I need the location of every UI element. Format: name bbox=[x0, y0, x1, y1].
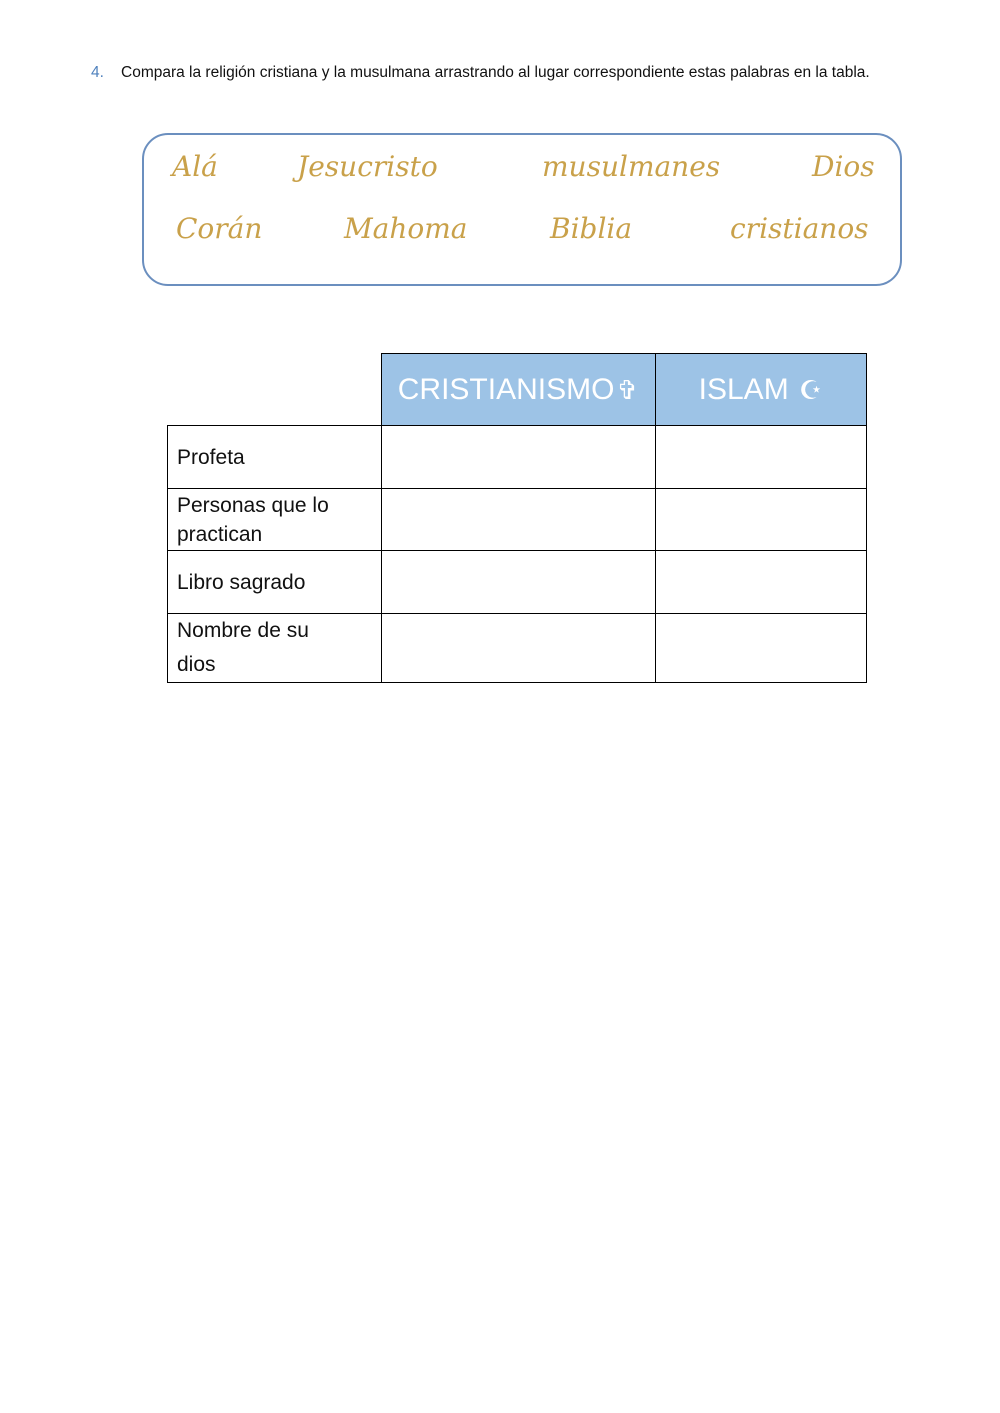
word-bank bbox=[142, 133, 902, 286]
row-label-personas-text: Personas que lo practican bbox=[177, 493, 329, 546]
question-text: Compara la religión cristiana y la musulmana arrastrando al lugar correspondiente estas palabras en la tabla. bbox=[121, 64, 870, 81]
draggable-word-jesucristo[interactable]: Jesucristo bbox=[297, 150, 438, 183]
header-islam bbox=[655, 354, 866, 426]
table-row bbox=[168, 426, 867, 489]
drop-cell-cristianismo-nombre[interactable] bbox=[381, 614, 655, 683]
crescent-star-icon: ☪ bbox=[799, 375, 823, 406]
header-cristianismo bbox=[381, 354, 655, 426]
drop-cell-islam-personas[interactable] bbox=[655, 489, 866, 551]
question bbox=[91, 60, 941, 86]
drop-cell-islam-libro[interactable] bbox=[655, 551, 866, 614]
header-islam-label: ISLAM bbox=[698, 372, 789, 406]
row-label-nombre-text: Nombre de su dios bbox=[177, 619, 309, 676]
drop-cell-islam-nombre[interactable] bbox=[655, 614, 866, 683]
draggable-word-mahoma[interactable]: Mahoma bbox=[344, 212, 468, 245]
draggable-word-cristianos[interactable]: cristianos bbox=[730, 212, 869, 245]
question-number: 4. bbox=[91, 64, 104, 81]
cross-icon: ✞ bbox=[616, 375, 639, 406]
row-label-personas bbox=[168, 489, 382, 551]
table-row bbox=[168, 551, 867, 614]
drop-cell-islam-profeta[interactable] bbox=[655, 426, 866, 489]
draggable-word-dios[interactable]: Dios bbox=[812, 150, 875, 183]
draggable-word-ala[interactable]: Alá bbox=[172, 150, 218, 183]
comparison-table bbox=[167, 353, 867, 683]
table-row bbox=[168, 614, 867, 683]
row-label-nombre bbox=[168, 614, 382, 683]
draggable-word-musulmanes[interactable]: musulmanes bbox=[542, 150, 721, 183]
row-label-profeta: Profeta bbox=[168, 426, 382, 489]
drop-cell-cristianismo-libro[interactable] bbox=[381, 551, 655, 614]
table-row bbox=[168, 489, 867, 551]
drop-cell-cristianismo-profeta[interactable] bbox=[381, 426, 655, 489]
header-cristianismo-label: CRISTIANISMO bbox=[397, 372, 615, 406]
draggable-word-coran[interactable]: Corán bbox=[176, 212, 263, 245]
header-row bbox=[168, 354, 867, 426]
draggable-word-biblia[interactable]: Biblia bbox=[550, 212, 633, 245]
drop-cell-cristianismo-personas[interactable] bbox=[381, 489, 655, 551]
row-label-libro: Libro sagrado bbox=[168, 551, 382, 614]
empty-corner-cell bbox=[168, 354, 382, 426]
